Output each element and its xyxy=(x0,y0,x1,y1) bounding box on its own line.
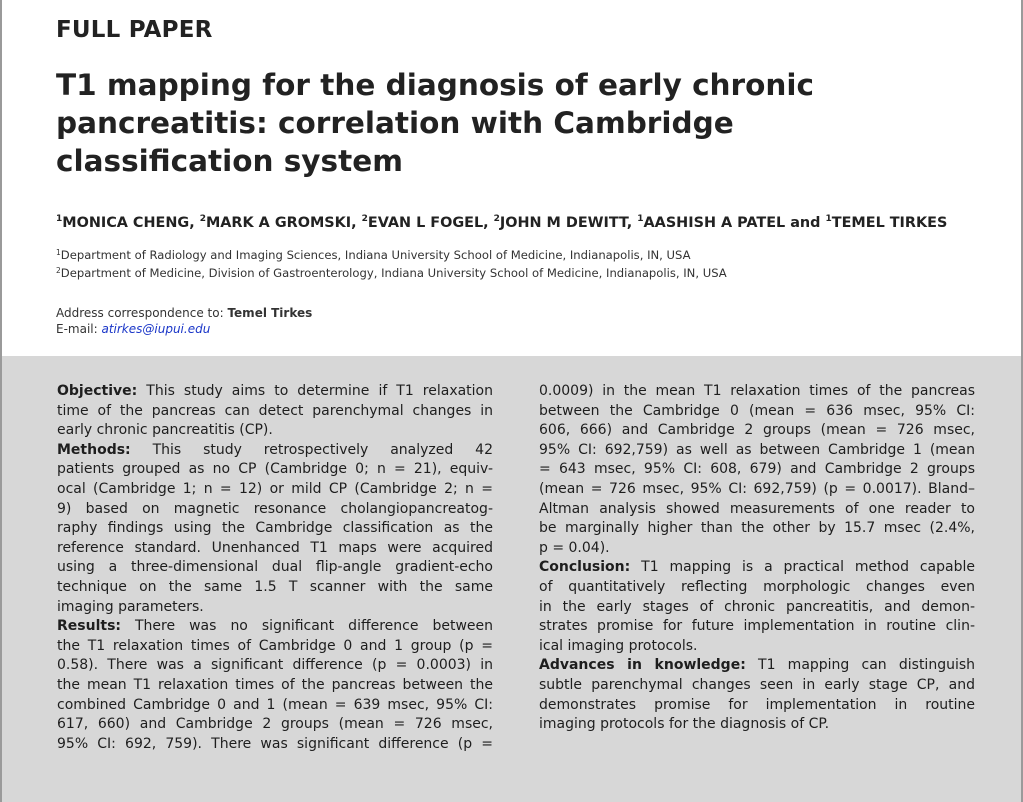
abstract-text: Altman analysis showed measurements of one reader to xyxy=(539,500,975,517)
abstract-column-left xyxy=(57,382,493,754)
author-name: MARK A GROMSKI, xyxy=(205,215,362,231)
paper-title xyxy=(56,66,876,180)
abstract-text: This study aims to determine if T1 relaxation xyxy=(137,383,493,399)
author-affil-mark: 2 xyxy=(361,214,368,224)
abstract-text: imaging protocols for the diagnosis of CP. xyxy=(539,716,830,733)
abstract-line xyxy=(57,421,493,441)
abstract-text: 0.0009) in the mean T1 relaxation times of the pancreas xyxy=(539,383,975,399)
abstract-line xyxy=(539,656,975,676)
abstract-line xyxy=(57,696,493,716)
abstract-line xyxy=(539,382,975,402)
abstract-line xyxy=(539,676,975,696)
correspondence-block xyxy=(56,305,312,337)
abstract-text: demonstrates promise for implementation in routine xyxy=(539,696,975,713)
abstract-text: raphy findings using the Cambridge classification as the xyxy=(57,520,493,537)
email-link[interactable]: atirkes@iupui.edu xyxy=(101,322,211,336)
abstract-line xyxy=(539,578,975,598)
author-name: MONICA CHENG, xyxy=(62,215,200,231)
abstract-line xyxy=(539,500,975,520)
abstract-text: subtle parenchymal changes seen in early stage CP, and xyxy=(539,676,975,693)
author-name: EVAN L FOGEL, xyxy=(367,215,494,231)
abstract-line xyxy=(57,519,493,539)
abstract-text: 0.58). There was a significant difference (p = 0.0003) in xyxy=(57,657,493,674)
abstract-column-right xyxy=(539,382,975,735)
section-heading: Advances in knowledge: xyxy=(539,657,746,674)
title-line: classification system xyxy=(56,144,403,178)
abstract-text: T1 mapping is a practical method capable xyxy=(630,559,975,576)
abstract-line xyxy=(57,676,493,696)
abstract-text: 95% CI: 692,759) as well as between Cambridge 1 (mean xyxy=(539,441,975,458)
abstract-text: time of the pancreas can detect parenchymal changes in xyxy=(57,402,493,419)
author-affil-mark: 1 xyxy=(637,214,644,224)
abstract-text: imaging parameters. xyxy=(57,598,204,615)
abstract-text: ical imaging protocols. xyxy=(539,637,698,654)
abstract-text: ocal (Cambridge 1; n = 12) or mild CP (Cambridge 2; n = xyxy=(57,480,493,497)
email-label: E-mail: xyxy=(56,322,102,336)
abstract-text: = 643 msec, 95% CI: 608, 679) and Cambridge 2 groups xyxy=(539,461,975,478)
affiliation-mark: 2 xyxy=(56,266,61,275)
section-heading: Conclusion: xyxy=(539,559,631,576)
abstract-text: be marginally higher than the other by 15.7 msec (2.4%, xyxy=(539,520,975,537)
author-name: AASHISH A PATEL and xyxy=(643,215,826,231)
abstract-line xyxy=(57,656,493,676)
title-line: T1 mapping for the diagnosis of early chronic xyxy=(56,68,814,102)
abstract-line xyxy=(57,578,493,598)
author-list xyxy=(56,215,947,231)
abstract-text: early chronic pancreatitis (CP). xyxy=(57,422,273,439)
article-type-label: FULL PAPER xyxy=(56,17,213,43)
section-heading: Objective: xyxy=(57,383,138,399)
section-heading: Methods: xyxy=(57,441,131,458)
abstract-line xyxy=(57,558,493,578)
abstract-line xyxy=(539,558,975,578)
abstract-text: 606, 666) and Cambridge 2 groups (mean = 726 msec, xyxy=(539,422,975,439)
abstract-line xyxy=(57,402,493,422)
abstract-line xyxy=(539,421,975,441)
author-name: TEMEL TIRKES xyxy=(831,215,948,231)
abstract-line xyxy=(539,617,975,637)
abstract-line xyxy=(57,480,493,500)
author-affil-mark: 1 xyxy=(56,214,63,224)
correspondence-label: Address correspondence to: xyxy=(56,306,228,320)
abstract-line xyxy=(57,460,493,480)
paper-header xyxy=(2,0,1021,356)
abstract-line xyxy=(57,617,493,637)
abstract-line xyxy=(57,500,493,520)
abstract-text: technique on the same 1.5 T scanner with the same xyxy=(57,578,493,595)
abstract-line xyxy=(539,480,975,500)
title-line: pancreatitis: correlation with Cambridge xyxy=(56,106,734,140)
abstract-text: of quantitatively reflecting morphologic changes even xyxy=(539,578,975,595)
abstract-line xyxy=(57,441,493,461)
abstract-text: This study retrospectively analyzed 42 xyxy=(130,441,493,458)
author-affil-mark: 1 xyxy=(825,214,832,224)
abstract-text: in the early stages of chronic pancreatitis, and demon- xyxy=(539,598,975,615)
abstract-text: p = 0.04). xyxy=(539,539,610,556)
correspondence-name: Temel Tirkes xyxy=(227,306,313,320)
abstract-line xyxy=(539,402,975,422)
abstract-text: 9) based on magnetic resonance cholangiopancreatog- xyxy=(57,500,493,517)
affiliation-mark: 1 xyxy=(56,248,61,257)
section-heading: Results: xyxy=(57,618,121,635)
abstract-line xyxy=(539,715,975,735)
abstract-text: T1 mapping can distinguish xyxy=(745,657,976,674)
affiliation-1 xyxy=(56,248,691,262)
author-name: JOHN M DEWITT, xyxy=(499,215,638,231)
affiliation-text: Department of Medicine, Division of Gastroenterology, Indiana University School of Medicine, Indianapolis, IN, USA xyxy=(60,266,727,280)
abstract-line xyxy=(57,539,493,559)
abstract-text: combined Cambridge 0 and 1 (mean = 639 msec, 95% CI: xyxy=(57,696,493,713)
abstract-text: between the Cambridge 0 (mean = 636 msec, 95% CI: xyxy=(539,402,975,419)
abstract-text: strates promise for future implementation in routine clin- xyxy=(539,618,975,635)
abstract-line xyxy=(57,382,493,402)
abstract-text: (mean = 726 msec, 95% CI: 692,759) (p = 0.0017). Bland– xyxy=(539,480,975,497)
abstract-line xyxy=(539,539,975,559)
author-affil-mark: 2 xyxy=(493,214,500,224)
abstract-text: reference standard. Unenhanced T1 maps were acquired xyxy=(57,539,493,556)
abstract-line xyxy=(539,441,975,461)
abstract-line xyxy=(539,696,975,716)
abstract-text: patients grouped as no CP (Cambridge 0; n = 21), equiv- xyxy=(57,461,493,478)
abstract-line xyxy=(539,637,975,657)
abstract-text: 617, 660) and Cambridge 2 groups (mean = 726 msec, xyxy=(57,716,493,733)
abstract-line xyxy=(57,637,493,657)
abstract-panel xyxy=(2,356,1021,802)
abstract-text: the T1 relaxation times of Cambridge 0 and 1 group (p = xyxy=(57,637,493,654)
abstract-line xyxy=(539,460,975,480)
abstract-line xyxy=(57,735,493,755)
abstract-line xyxy=(57,715,493,735)
abstract-text: There was no significant difference between xyxy=(121,618,493,635)
abstract-line xyxy=(539,598,975,618)
abstract-text: 95% CI: 692, 759). There was significant difference (p = xyxy=(57,735,493,752)
author-affil-mark: 2 xyxy=(199,214,206,224)
abstract-text: the mean T1 relaxation times of the pancreas between the xyxy=(57,676,493,693)
affiliation-text: Department of Radiology and Imaging Sciences, Indiana University School of Medicine, Indianapolis, IN, USA xyxy=(60,248,691,262)
abstract-line xyxy=(57,598,493,618)
abstract-line xyxy=(539,519,975,539)
abstract-text: using a three-dimensional dual flip-angle gradient-echo xyxy=(57,559,493,576)
affiliation-2 xyxy=(56,266,727,280)
